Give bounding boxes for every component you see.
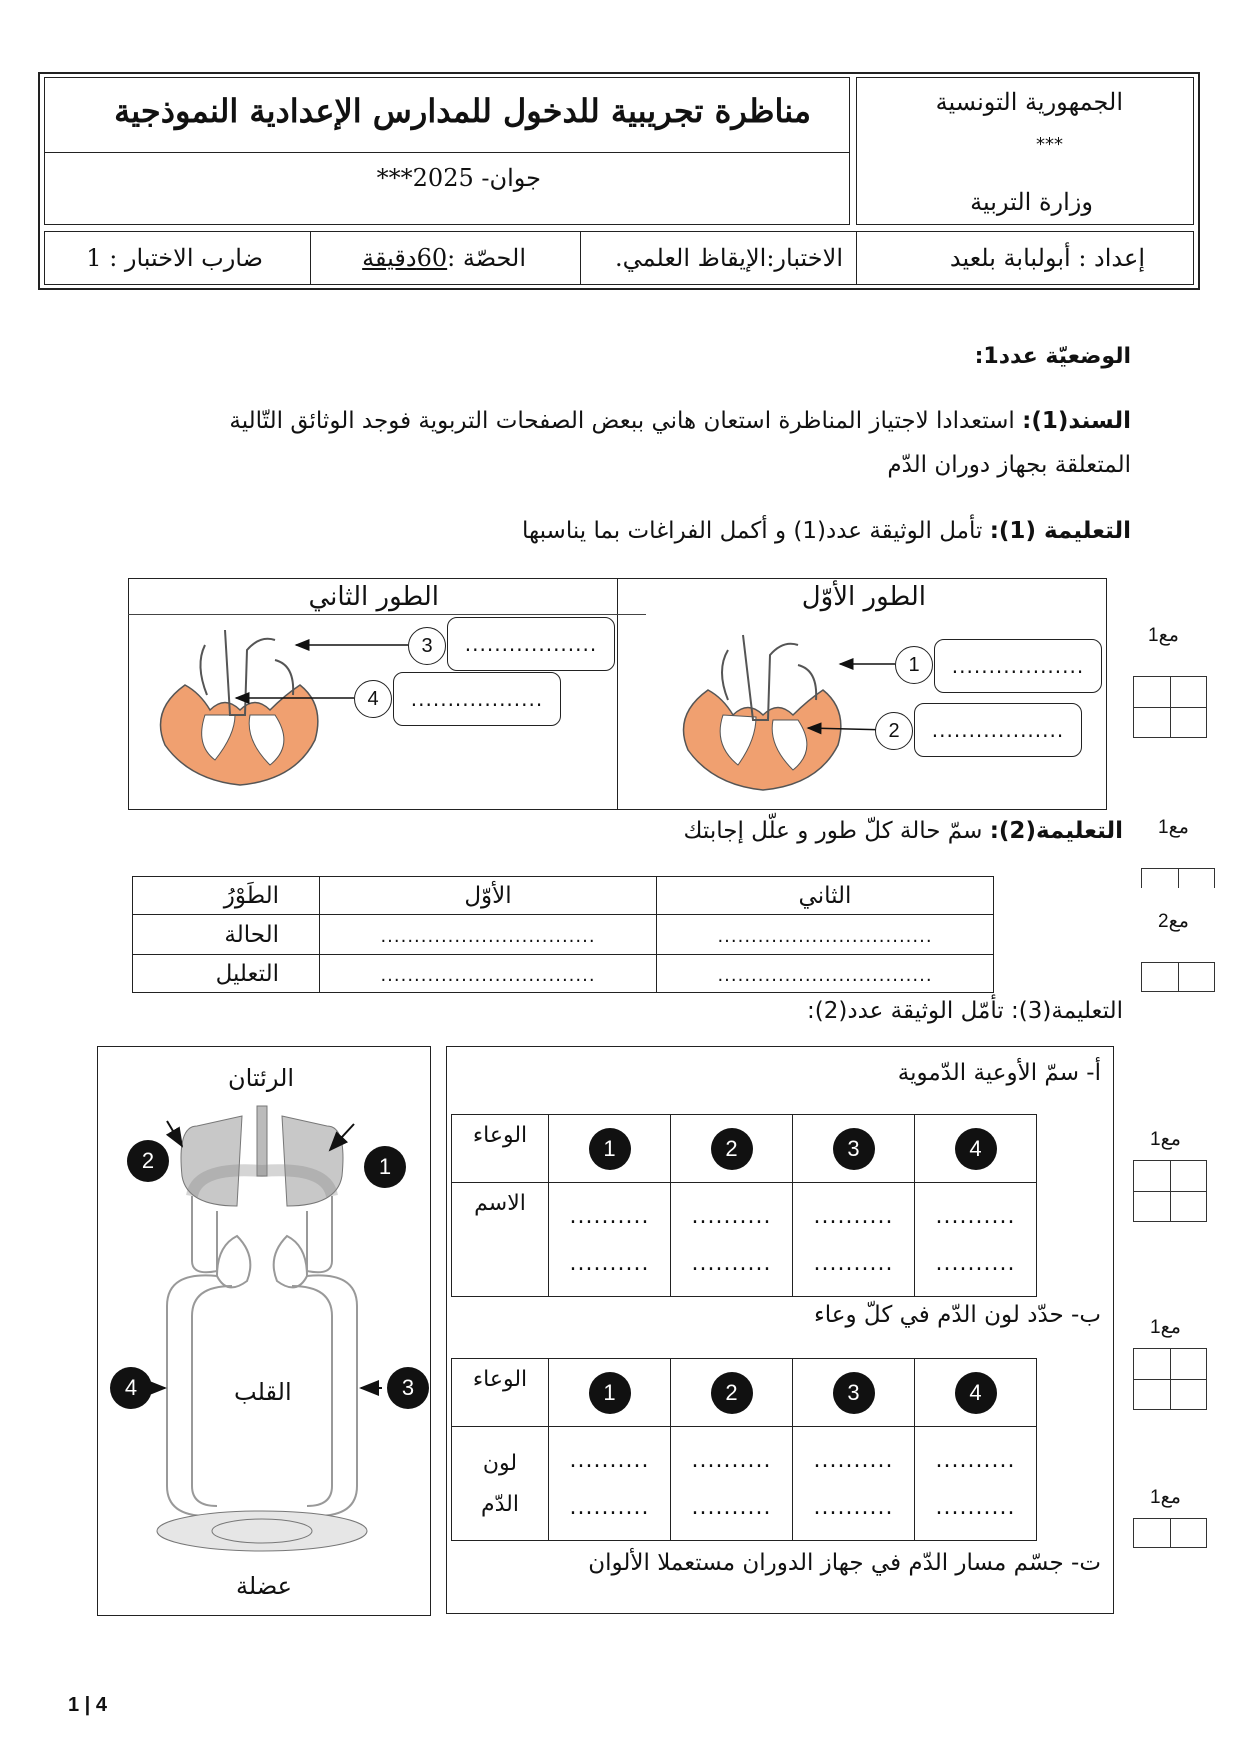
col-phase-header: الطَوْرُ — [133, 877, 320, 915]
color-3-cell[interactable] — [793, 1427, 915, 1541]
row-state-label: الحالة — [133, 915, 320, 955]
grade-label-4: مع1 — [1150, 1129, 1181, 1150]
color-2-blank-b: .......... — [691, 1494, 772, 1520]
grade-box-5[interactable] — [1133, 1348, 1207, 1410]
duration-label: الحصّة : — [447, 244, 526, 272]
duration — [362, 244, 526, 272]
name-4-blank-a: .......... — [935, 1203, 1016, 1229]
diagram-badge-1: 1 — [364, 1146, 406, 1188]
color-vessel-2-cell — [671, 1359, 793, 1427]
instruction-2-text: سمّ حالة كلّ طور و علّل إجابتك — [683, 818, 983, 844]
color-1-blank-b: .......... — [569, 1494, 650, 1520]
reason-second-cell[interactable] — [657, 955, 994, 993]
grade-box-2[interactable] — [1141, 868, 1215, 888]
answer-box-3[interactable] — [447, 617, 615, 671]
situation-title: الوضعيّة عدد1: — [974, 344, 1131, 369]
grade-box-1-h — [1134, 707, 1206, 708]
state-second-blank: ................................ — [717, 925, 933, 947]
vessel-4-cell — [915, 1115, 1037, 1183]
answer-box-2[interactable] — [914, 703, 1082, 757]
blood-color-table — [451, 1358, 1037, 1541]
vessel-badge-1: 1 — [589, 1128, 631, 1170]
grade-label-2: مع1 — [1158, 817, 1189, 838]
answer-box-1[interactable] — [934, 639, 1102, 693]
exam-title: مناظرة تجريبية للدخول للمدارس الإعدادية النموذجية — [114, 92, 811, 130]
ministry-name: وزارة التربية — [970, 188, 1093, 216]
question-a: أ- سمّ الأوعية الدّموية — [897, 1060, 1101, 1086]
vessel-2-cell — [671, 1115, 793, 1183]
grade-label-5: مع1 — [1150, 1317, 1181, 1338]
doc1-arrows — [128, 578, 1107, 810]
state-first-blank: ................................ — [380, 925, 596, 947]
circulation-diagram — [97, 1046, 431, 1616]
color-badge-2: 2 — [711, 1372, 753, 1414]
color-1-cell[interactable] — [549, 1427, 671, 1541]
name-3-cell[interactable] — [793, 1183, 915, 1297]
header-divider — [44, 152, 850, 153]
grade-box-4[interactable] — [1133, 1160, 1207, 1222]
phase-2-title: الطور الثاني — [308, 582, 439, 612]
instruction-2-label: التعليمة(2): — [989, 818, 1123, 844]
color-3-blank-a: .......... — [813, 1447, 894, 1473]
blank-2: .................. — [931, 718, 1065, 742]
label-circle-2: 2 — [875, 712, 913, 750]
color-badge-4: 4 — [955, 1372, 997, 1414]
vessel-name-table — [451, 1114, 1037, 1297]
coefficient: ضارب الاختبار : 1 — [86, 244, 263, 272]
blank-4: .................. — [410, 687, 544, 711]
question-b: ب- حدّد لون الدّم في كلّ وعاء — [813, 1302, 1101, 1328]
color-2-cell[interactable] — [671, 1427, 793, 1541]
vessel-badge-4: 4 — [955, 1128, 997, 1170]
reason-first-blank: ................................ — [380, 964, 596, 986]
state-second-cell[interactable] — [657, 915, 994, 955]
row-name-label: الاسم — [452, 1183, 549, 1297]
name-1-blank-a: .......... — [569, 1203, 650, 1229]
grade-box-2-v — [1178, 869, 1179, 888]
name-1-blank-b: .......... — [569, 1250, 650, 1276]
name-2-blank-a: .......... — [691, 1203, 772, 1229]
instruction-3: التعليمة(3): تأمّل الوثيقة عدد(2): — [806, 998, 1123, 1024]
name-3-blank-a: .......... — [813, 1203, 894, 1229]
support-line-1 — [229, 408, 1131, 434]
phase-state-table — [132, 876, 994, 993]
row-color-label-1: لون — [482, 1450, 518, 1476]
grade-box-3-v — [1178, 963, 1179, 991]
instruction-1-label: التعليمة (1): — [989, 518, 1131, 544]
color-2-blank-a: .......... — [691, 1447, 772, 1473]
grade-label-3: مع2 — [1158, 911, 1189, 932]
lungs-label: الرئتان — [228, 1064, 295, 1092]
vessel-badge-2: 2 — [711, 1128, 753, 1170]
color-4-cell[interactable] — [915, 1427, 1037, 1541]
page-number: 1 | 4 — [68, 1694, 107, 1716]
header-sep-3 — [310, 231, 311, 285]
duration-value: 60دقيقة — [362, 244, 448, 272]
row-color-label — [452, 1427, 549, 1541]
instruction-1 — [522, 518, 1131, 544]
author: إعداد : أبولبابة بلعيد — [949, 244, 1145, 272]
color-col-vessel-label: الوعاء — [452, 1359, 549, 1427]
grade-box-1[interactable] — [1133, 676, 1207, 738]
vessel-3-cell — [793, 1115, 915, 1183]
answer-box-4[interactable] — [393, 672, 561, 726]
reason-second-blank: ................................ — [717, 964, 933, 986]
name-1-cell[interactable] — [549, 1183, 671, 1297]
color-badge-3: 3 — [833, 1372, 875, 1414]
blank-1: .................. — [951, 654, 1085, 678]
phase-1-title: الطور الأوّل — [801, 582, 926, 612]
color-badge-1: 1 — [589, 1372, 631, 1414]
grade-box-5-h — [1134, 1379, 1206, 1380]
grade-box-4-h — [1134, 1191, 1206, 1192]
header-stars: *** — [1036, 134, 1063, 155]
col-vessel-label: الوعاء — [452, 1115, 549, 1183]
name-3-blank-b: .......... — [813, 1250, 894, 1276]
diagram-badge-3: 3 — [387, 1367, 429, 1409]
label-circle-4: 4 — [354, 680, 392, 718]
instruction-1-text: تأمل الوثيقة عدد(1) و أكمل الفراغات بما يناسبها — [522, 518, 983, 544]
label-circle-1: 1 — [895, 646, 933, 684]
color-3-blank-b: .......... — [813, 1494, 894, 1520]
name-4-cell[interactable] — [915, 1183, 1037, 1297]
country-name: الجمهورية التونسية — [935, 88, 1123, 116]
color-vessel-1-cell — [549, 1359, 671, 1427]
muscle-label: عضلة — [236, 1572, 292, 1600]
reason-first-cell[interactable] — [320, 955, 657, 993]
heart-label: القلب — [234, 1378, 292, 1406]
name-4-blank-b: .......... — [935, 1250, 1016, 1276]
color-vessel-3-cell — [793, 1359, 915, 1427]
exam-date: جوان- 2025*** — [376, 164, 541, 192]
color-4-blank-b: .......... — [935, 1494, 1016, 1520]
state-first-cell[interactable] — [320, 915, 657, 955]
label-circle-3: 3 — [408, 627, 446, 665]
col-first-header: الأوّل — [320, 877, 657, 915]
grade-box-6[interactable] — [1133, 1518, 1207, 1548]
blank-3: .................. — [464, 632, 598, 656]
support-line-2: المتعلقة بجهاز دوران الدّم — [887, 452, 1131, 478]
grade-label-6: مع1 — [1150, 1487, 1181, 1508]
vessel-1-cell — [549, 1115, 671, 1183]
exam-subject: الاختبار:الإيقاظ العلمي. — [615, 244, 843, 272]
diagram-badge-2: 2 — [127, 1140, 169, 1182]
grade-label-1: مع1 — [1148, 625, 1179, 646]
color-4-blank-a: .......... — [935, 1447, 1016, 1473]
diagram-badge-4: 4 — [110, 1367, 152, 1409]
support-label: السند(1): — [1022, 408, 1131, 434]
vessel-badge-3: 3 — [833, 1128, 875, 1170]
col-second-header: الثاني — [657, 877, 994, 915]
grade-box-3[interactable] — [1141, 962, 1215, 992]
row-color-label-2: الدّم — [481, 1491, 519, 1517]
color-1-blank-a: .......... — [569, 1447, 650, 1473]
support-text-1: استعدادا لاجتياز المناظرة استعان هاني ببعض الصفحات التربوية فوجد الوثائق التّالية — [229, 408, 1015, 434]
header-sep-1 — [856, 231, 857, 285]
name-2-blank-b: .......... — [691, 1250, 772, 1276]
question-c: ت- جسّم مسار الدّم في جهاز الدوران مستعملا الألوان — [588, 1550, 1101, 1576]
header-sep-2 — [580, 231, 581, 285]
color-vessel-4-cell — [915, 1359, 1037, 1427]
instruction-2 — [684, 818, 1124, 844]
row-reason-label: التعليل — [133, 955, 320, 993]
name-2-cell[interactable] — [671, 1183, 793, 1297]
grade-box-6-v — [1170, 1519, 1171, 1547]
